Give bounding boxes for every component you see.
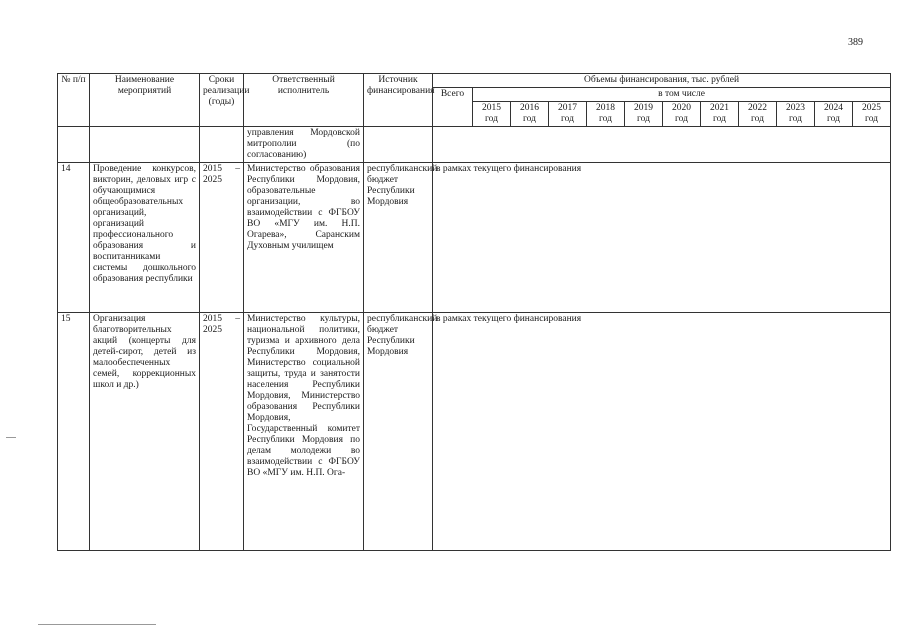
- row-source: республиканский бюджет Республики Мордовия: [364, 163, 433, 313]
- page-number: 389: [848, 37, 863, 48]
- year-header-2021: 2021 год: [701, 102, 739, 127]
- row-terms: [200, 127, 244, 163]
- year-header-2024: 2024 год: [815, 102, 853, 127]
- row-source: республиканский бюджет Республики Мордовия: [364, 313, 433, 551]
- row-financing: в рамках текущего финансирования: [433, 313, 891, 551]
- row-source: [364, 127, 433, 163]
- col-header-executor: Ответственный исполнитель: [244, 74, 364, 127]
- year-header-2016: 2016 год: [511, 102, 549, 127]
- row-terms: 2015 – 2025: [200, 313, 244, 551]
- table-row: [58, 127, 891, 163]
- row-num: 15: [58, 313, 90, 551]
- col-header-num: № п/п: [58, 74, 90, 127]
- row-activity-name: Организация благотворительных акций (концерты для детей-сирот, детей из малообеспеченных семей, коррекционных школ и др.): [90, 313, 200, 551]
- year-header-2020: 2020 год: [663, 102, 701, 127]
- row-activity-name: [90, 127, 200, 163]
- row-terms: 2015 – 2025: [200, 163, 244, 313]
- financing-table: [57, 73, 891, 551]
- row-executor: Министерство образования Республики Мордовия, образовательные организации, во взаимодействии с ФГБОУ ВО «МГУ им. Н.П. Огарева», Саранским Духовным училищем: [244, 163, 364, 313]
- year-header-2019: 2019 год: [625, 102, 663, 127]
- col-header-total: Всего: [433, 88, 473, 127]
- row-num: 14: [58, 163, 90, 313]
- row-activity-name: Проведение конкурсов, викторин, деловых игр с обучающимися общеобразовательных организаций, организаций профессионального образования и воспитанниками системы дошкольного образования республики: [90, 163, 200, 313]
- year-header-2022: 2022 год: [739, 102, 777, 127]
- year-header-2017: 2017 год: [549, 102, 587, 127]
- table-row: [58, 313, 891, 551]
- row-executor: управления Мордовской митрополии (по согласованию): [244, 127, 364, 163]
- year-header-2025: 2025 год: [853, 102, 891, 127]
- col-header-volumes: Объемы финансирования, тыс. рублей: [433, 74, 891, 88]
- header-row-1: [58, 74, 891, 88]
- col-header-name: Наименование мероприятий: [90, 74, 200, 127]
- col-header-terms: Сроки реализации (годы): [200, 74, 244, 127]
- row-financing: [433, 127, 891, 163]
- col-header-including: в том числе: [473, 88, 891, 102]
- row-financing: в рамках текущего финансирования: [433, 163, 891, 313]
- table-row: [58, 163, 891, 313]
- year-header-2018: 2018 год: [587, 102, 625, 127]
- row-executor: Министерство культуры, национальной политики, туризма и архивного дела Республики Мордовия, Министерство социальной защиты, труда и занятости населения Республики Мордовия, Министерство образования Республики Мордовия, Государственный комитет Республики Мордовия по делам молодежи во взаимодействии с ФГБОУ ВО «МГУ им. Н.П. Ога-: [244, 313, 364, 551]
- scan-artifact: [38, 624, 156, 625]
- year-header-2023: 2023 год: [777, 102, 815, 127]
- year-header-2015: 2015 год: [473, 102, 511, 127]
- scan-artifact: [6, 437, 16, 438]
- col-header-source: Источник финансирования: [364, 74, 433, 127]
- row-num: [58, 127, 90, 163]
